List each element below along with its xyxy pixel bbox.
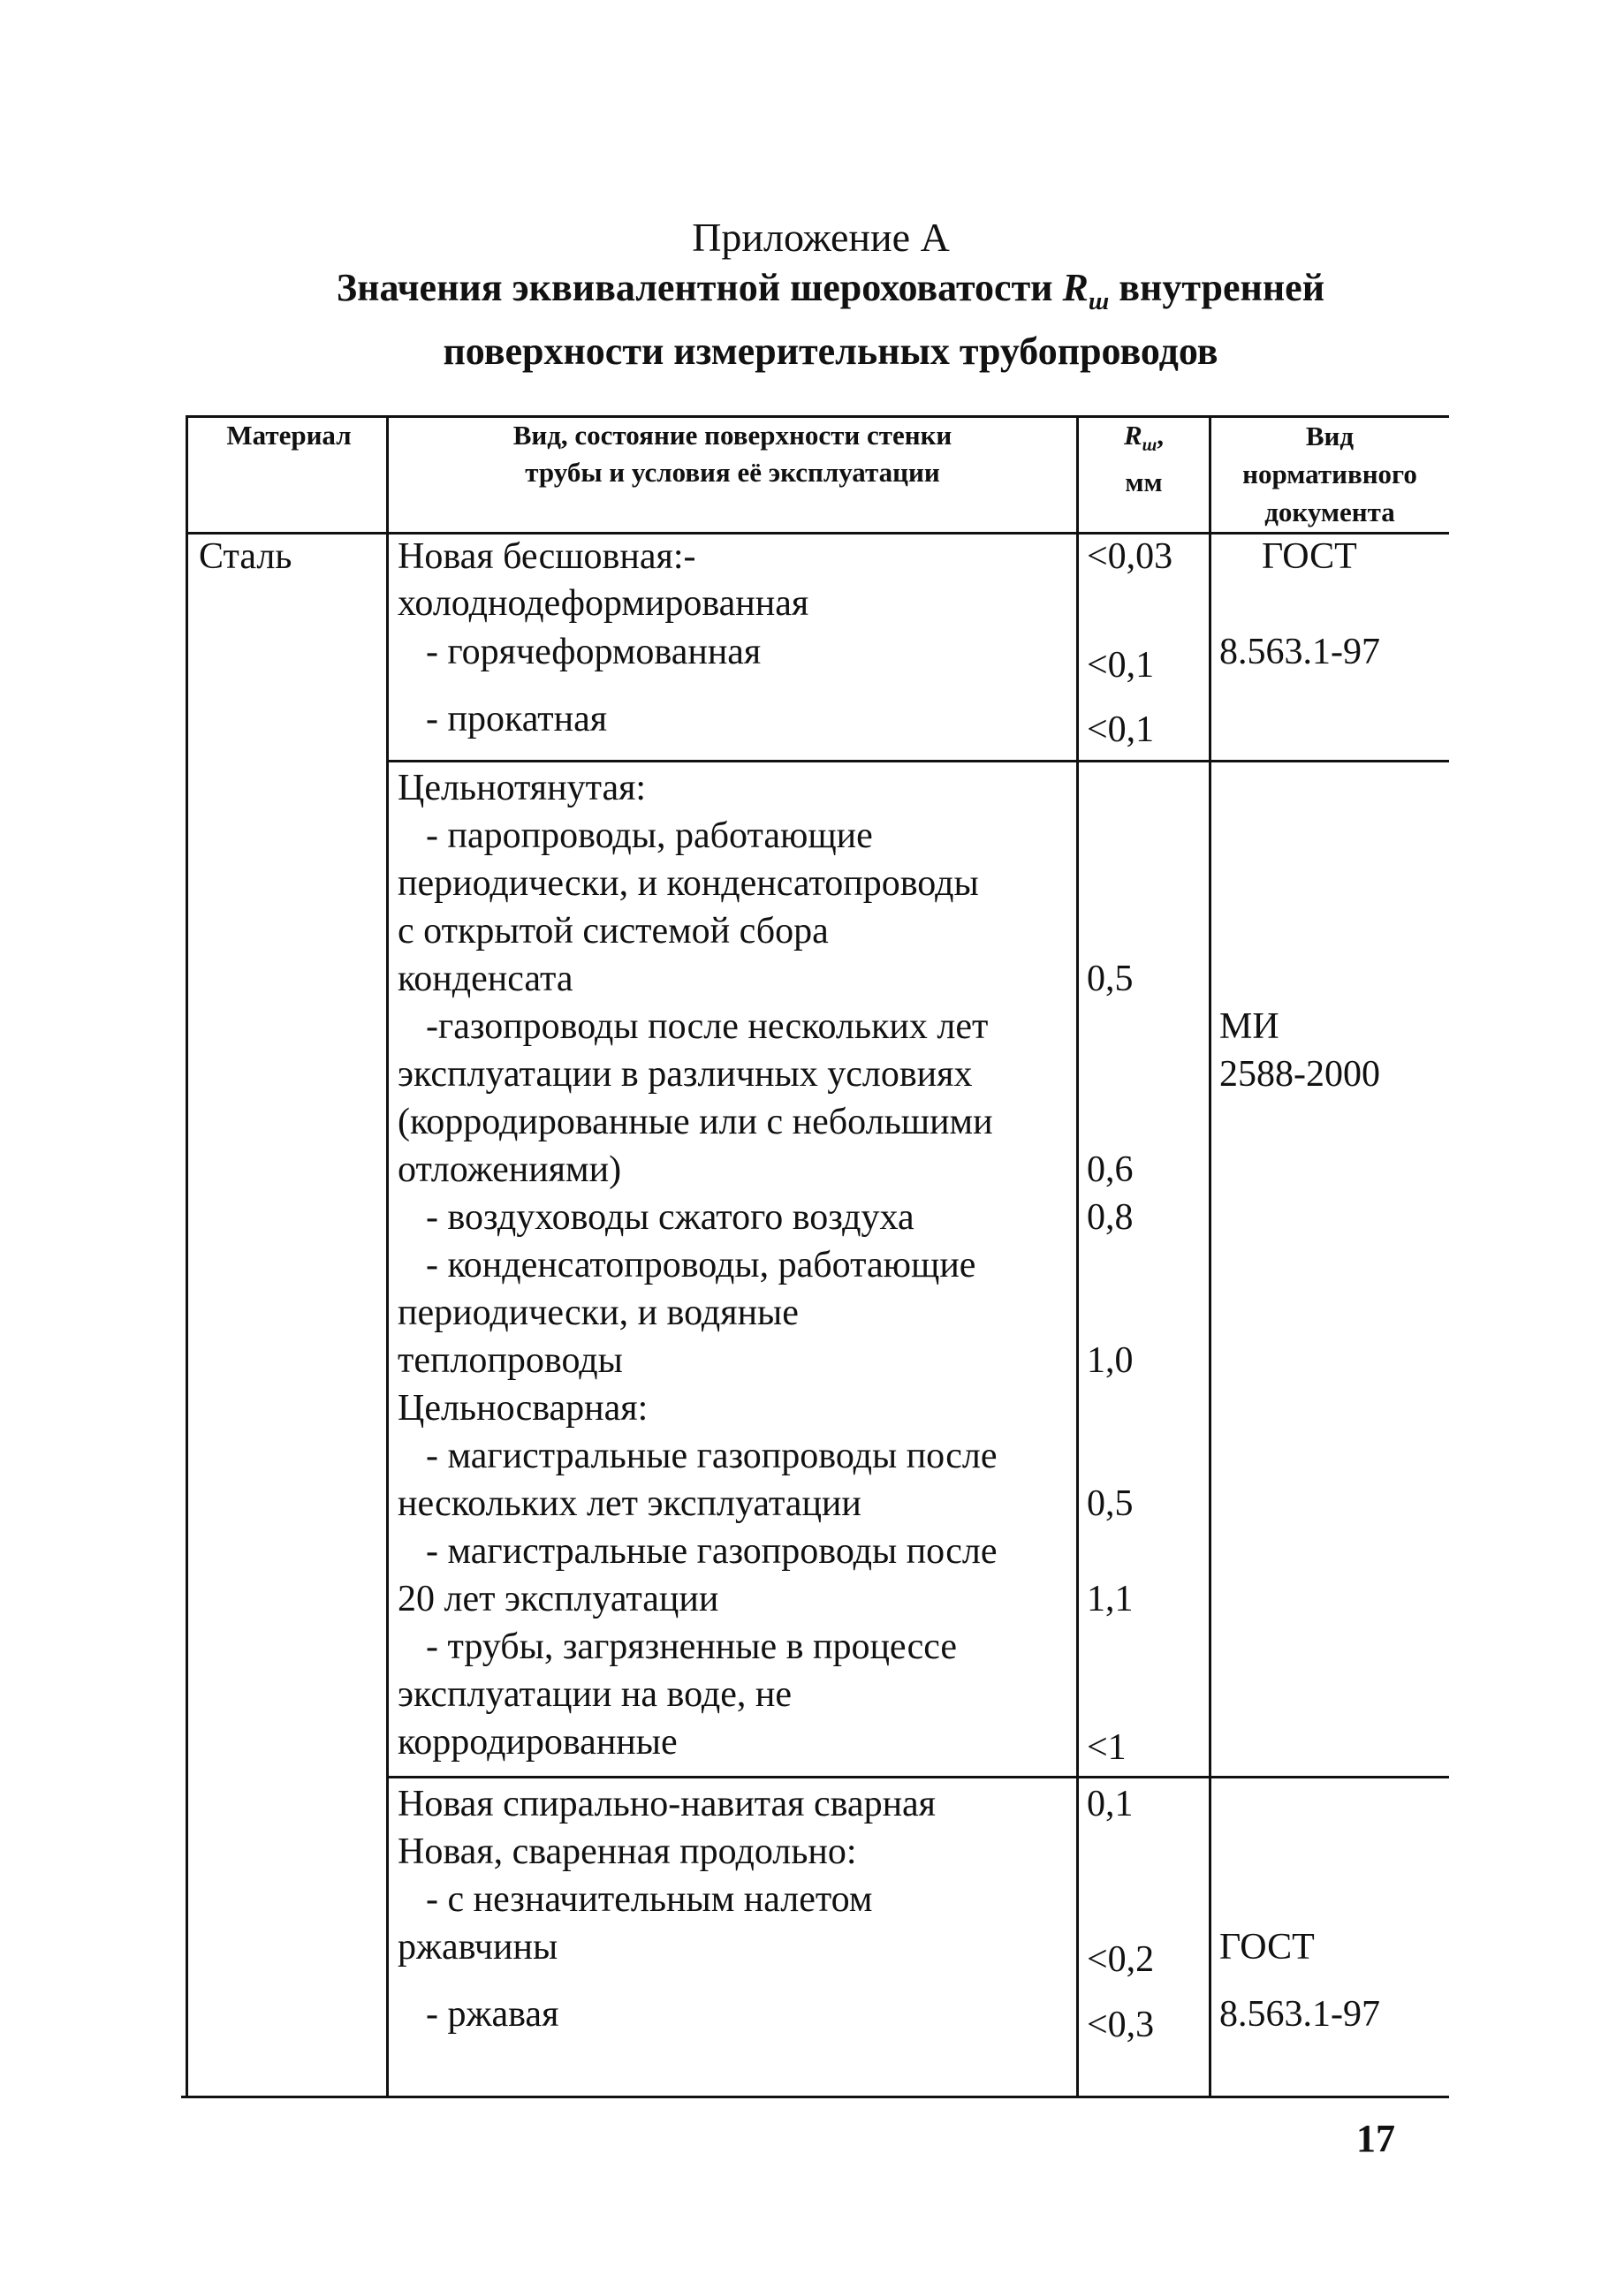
- s2-line: - паропроводы, работающие: [426, 815, 873, 856]
- s2-line: периодически, и водяные: [398, 1293, 799, 1333]
- s2-line: периодически, и конденсатопроводы: [398, 863, 979, 904]
- header-roughness-symbol: $R_ш$: [1123, 420, 1157, 456]
- s3-line: - с незначительным налетом: [426, 1879, 873, 1920]
- header-surface: Вид, состояние поверхности стенки трубы и условия её эксплуатации: [512, 420, 952, 488]
- document-title: [300, 263, 1361, 376]
- table-left-border: [186, 415, 188, 2098]
- s2-line: - магистральные газопроводы после: [426, 1436, 998, 1476]
- title-line-2: поверхности измерительных трубопроводов: [443, 329, 1218, 373]
- s3-doc: ГОСТ: [1219, 1927, 1315, 1968]
- s2-line: - трубы, загрязненные в процессе: [426, 1627, 958, 1667]
- s2-value: 0,5: [1087, 959, 1134, 999]
- s2-line: -газопроводы после нескольких лет: [426, 1006, 989, 1047]
- s2-doc: МИ: [1219, 1006, 1279, 1047]
- s1-line: - прокатная: [426, 699, 608, 739]
- s3-value: <0,3: [1087, 2005, 1155, 2045]
- s2-line: конденсата: [398, 959, 573, 999]
- s2-line: 20 лет эксплуатации: [398, 1579, 719, 1619]
- s1-value: <0,03: [1087, 536, 1173, 577]
- s1-line: холоднодеформированная: [398, 583, 809, 624]
- appendix-label: Приложение А: [692, 215, 950, 260]
- s2-line: (корродированные или с небольшими: [398, 1102, 993, 1142]
- s1-value: <0,1: [1087, 709, 1155, 750]
- s1-line: - горячеформованная: [426, 632, 762, 672]
- s3-line: - ржавая: [426, 1994, 559, 2035]
- s2-doc: 2588-2000: [1219, 1054, 1380, 1095]
- roughness-symbol: $R_ш$: [1062, 266, 1110, 315]
- col-divider-1: [386, 415, 389, 2098]
- s2-line: - воздуховоды сжатого воздуха: [426, 1197, 914, 1238]
- header-material: Материал: [226, 420, 352, 451]
- s1-doc: 8.563.1-97: [1219, 632, 1380, 672]
- page-number: 17: [1356, 2117, 1395, 2160]
- s3-value: 0,1: [1087, 1784, 1134, 1824]
- s2-line: Цельнотянутая:: [398, 768, 647, 808]
- title-line-1: Значения эквивалентной шероховатости $R_ш$ внутренней: [336, 266, 1325, 315]
- s2-line: с открытой системой сбора: [398, 911, 829, 952]
- s3-value: <0,2: [1087, 1939, 1155, 1980]
- s2-line: - конденсатопроводы, работающие: [426, 1245, 976, 1285]
- section1-bottom-border: [386, 760, 1449, 762]
- table-bottom-border: [181, 2096, 1449, 2098]
- s2-line: нескольких лет эксплуатации: [398, 1483, 861, 1524]
- s2-value: 0,6: [1087, 1149, 1134, 1190]
- s2-value: <1: [1087, 1727, 1127, 1768]
- s2-line: Цельносварная:: [398, 1388, 649, 1429]
- header-bottom-border: [186, 532, 1449, 535]
- s1-value: <0,1: [1087, 645, 1155, 686]
- s2-line: отложениями): [398, 1149, 622, 1190]
- col-divider-2: [1076, 415, 1079, 2098]
- s2-line: теплопроводы: [398, 1340, 623, 1381]
- s2-line: корродированные: [398, 1722, 678, 1763]
- header-document: Вид нормативного документа: [1242, 421, 1417, 527]
- col-divider-3: [1209, 415, 1211, 2098]
- s2-value: 1,1: [1087, 1579, 1134, 1619]
- s1-doc: ГОСТ: [1262, 536, 1357, 577]
- s3-line: Новая спирально-навитая сварная: [398, 1784, 936, 1824]
- s2-line: эксплуатации в различных условиях: [398, 1054, 973, 1095]
- s2-value: 1,0: [1087, 1340, 1134, 1381]
- s2-value: 0,5: [1087, 1483, 1134, 1524]
- s3-doc: 8.563.1-97: [1219, 1994, 1380, 2035]
- header-roughness: $R_ш$, мм: [1123, 420, 1165, 498]
- section2-bottom-border: [386, 1776, 1449, 1778]
- s2-value: 0,8: [1087, 1197, 1134, 1238]
- cell-material: Сталь: [199, 536, 292, 577]
- s2-line: - магистральные газопроводы после: [426, 1531, 998, 1572]
- s3-line: Новая, сваренная продольно:: [398, 1831, 857, 1872]
- s2-line: эксплуатации на воде, не: [398, 1674, 792, 1715]
- s3-line: ржавчины: [398, 1927, 558, 1968]
- s1-line: Новая бесшовная:-: [398, 536, 696, 577]
